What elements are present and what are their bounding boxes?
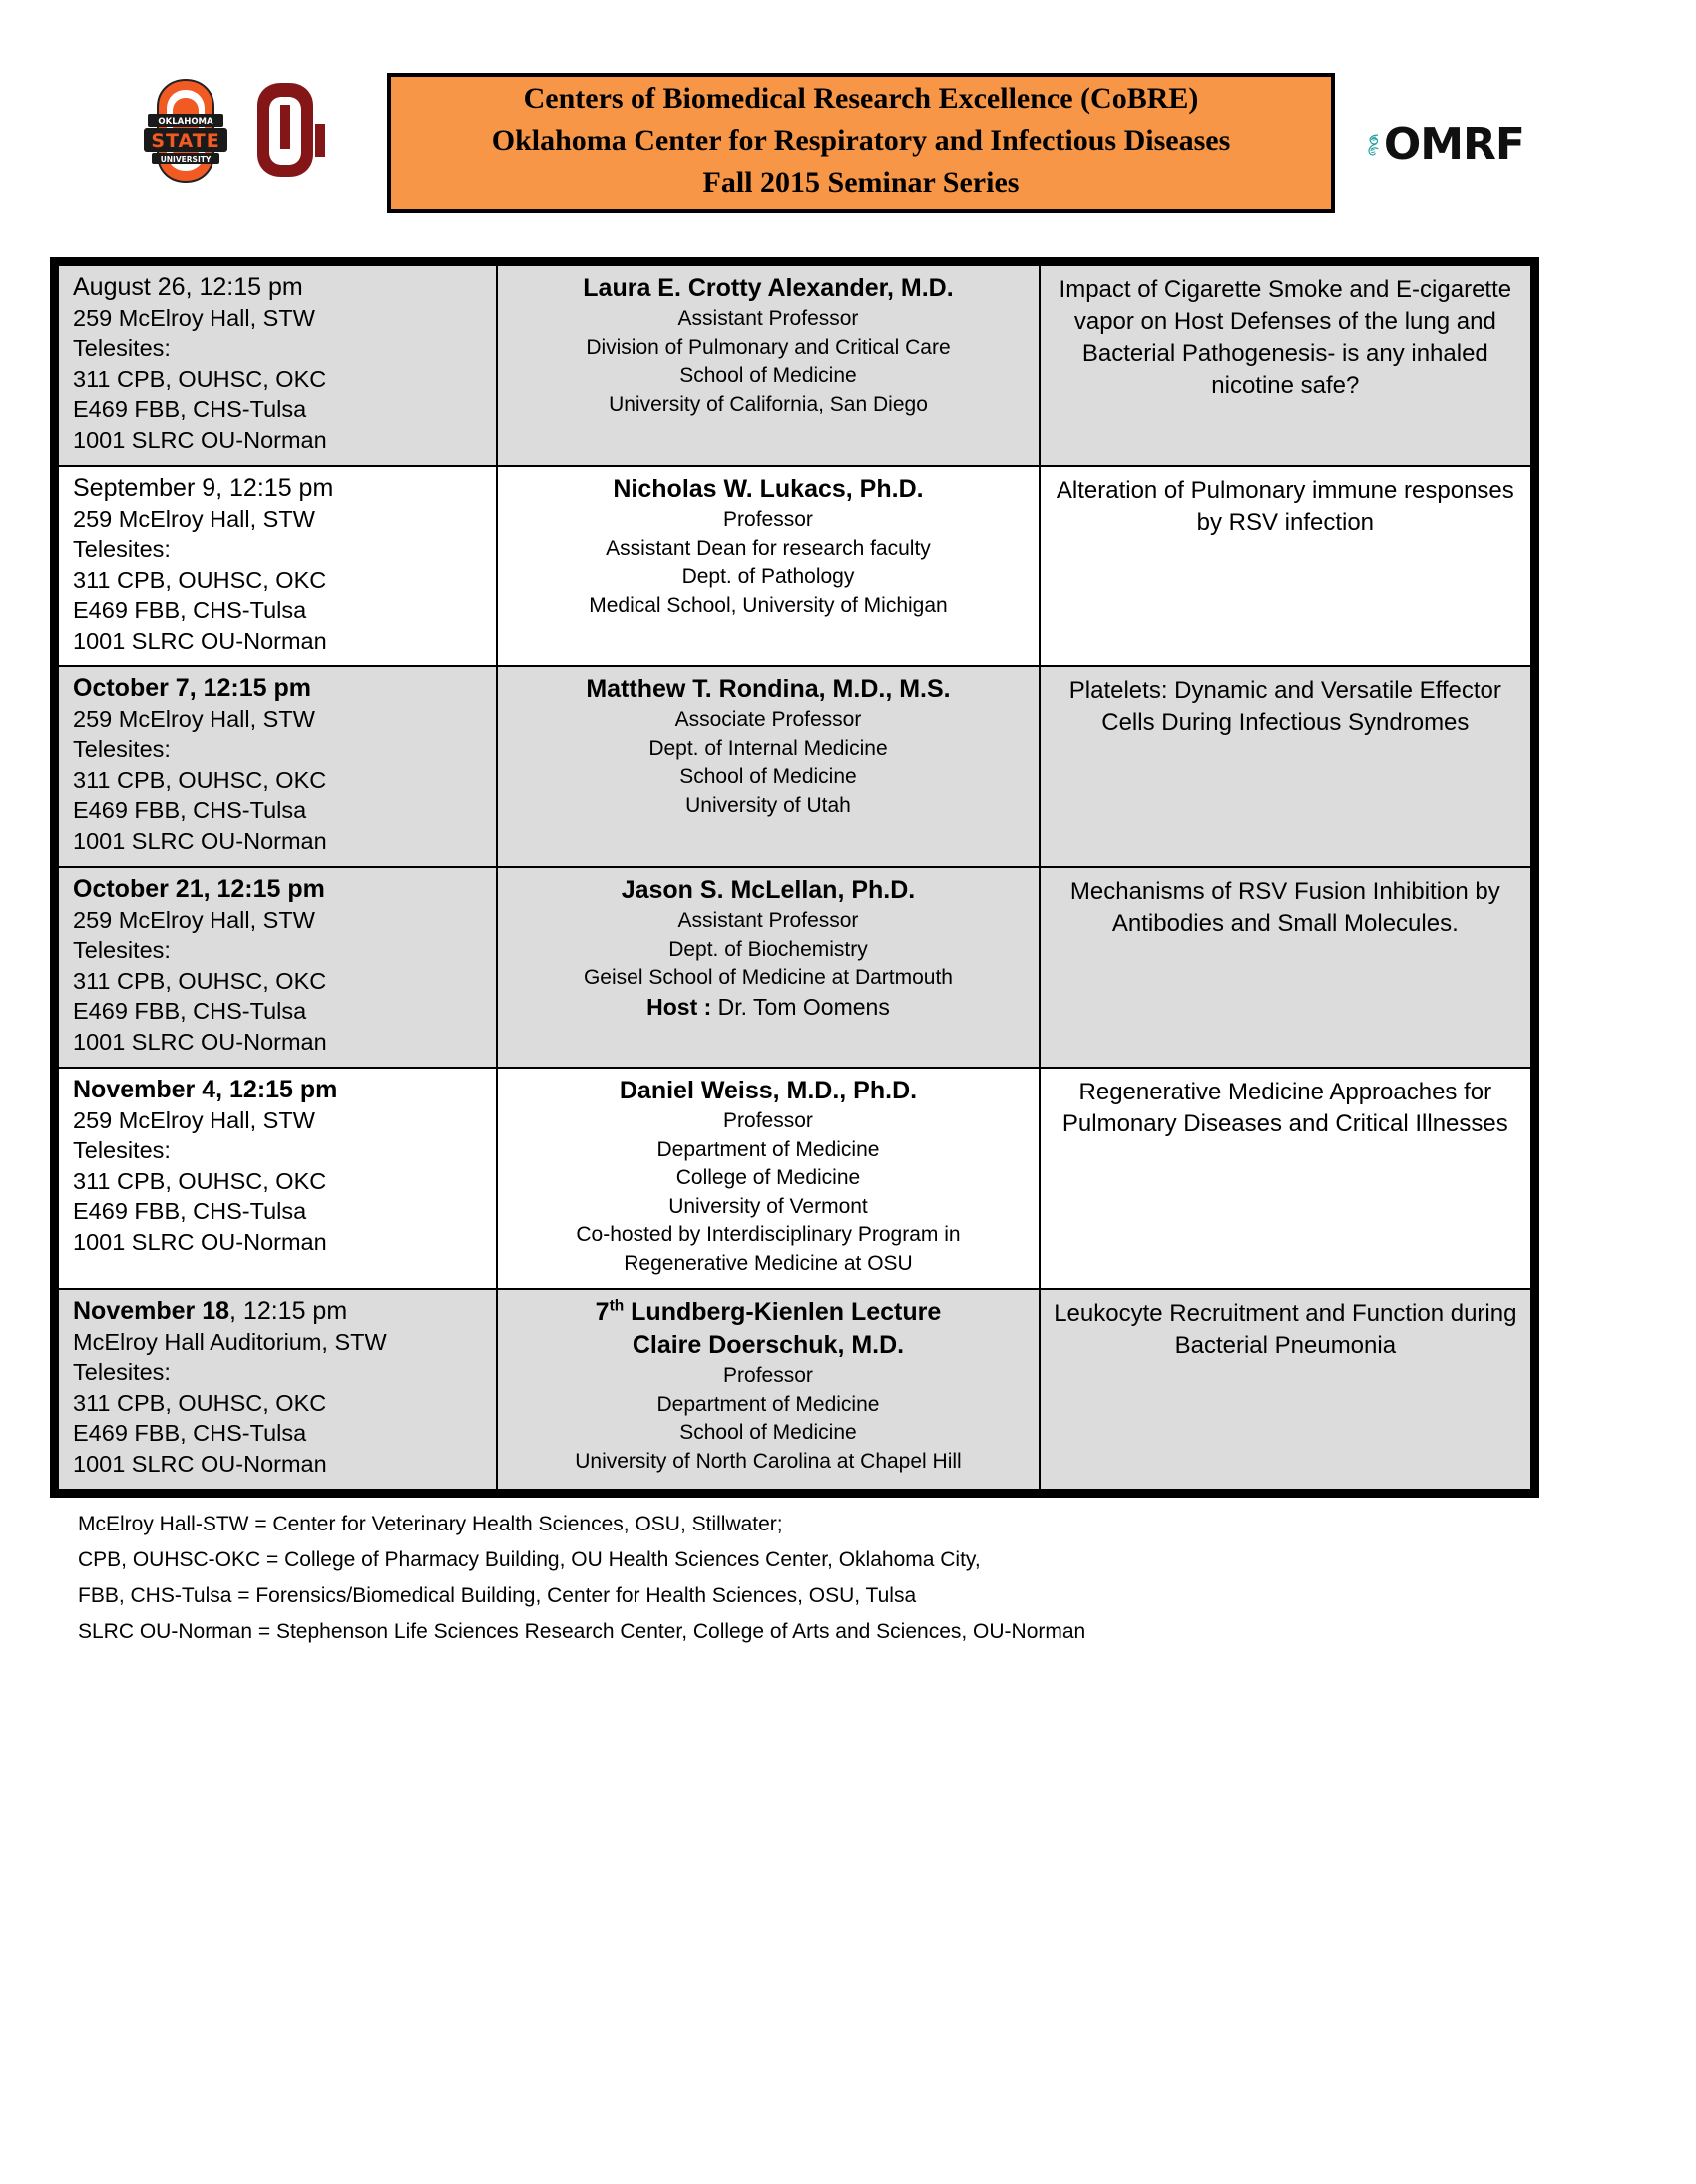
omrf-wordmark: OMRF <box>1383 119 1524 170</box>
banner-line-2: Oklahoma Center for Respiratory and Infectious Diseases <box>491 124 1231 157</box>
seminar-location-line: Telesites: <box>73 536 171 562</box>
seminar-title-cell: Regenerative Medicine Approaches for Pulmonary Diseases and Critical Illnesses <box>1040 1068 1531 1289</box>
speaker-affiliation-line: Assistant Professor <box>677 307 859 330</box>
seminar-date-location-cell <box>58 466 497 666</box>
speaker-affiliation-line: School of Medicine <box>679 364 857 387</box>
table-row <box>58 867 1531 1068</box>
speaker-affiliation-line: University of North Carolina at Chapel Hill <box>575 1449 962 1473</box>
host-label: Host : <box>646 993 712 1020</box>
seminar-location-line: Telesites: <box>73 335 171 361</box>
speaker-affiliation-line: Professor <box>723 1109 813 1132</box>
speaker-name: Jason S. McLellan, Ph.D. <box>621 876 916 904</box>
speaker-affiliation-line: Assistant Professor <box>677 909 859 932</box>
speaker-affiliation-line: Assistant Dean for research faculty <box>606 536 931 560</box>
seminar-datetime: September 9, 12:15 pm <box>73 474 334 502</box>
oklahoma-state-university-logo <box>140 78 231 186</box>
location-key-footnotes <box>78 1507 1475 1650</box>
speaker-affiliation-line: Dept. of Biochemistry <box>668 937 868 961</box>
speaker-affiliation-line: College of Medicine <box>675 1166 861 1189</box>
banner-line-1: Centers of Biomedical Research Excellence (CoBRE) <box>523 82 1199 115</box>
dna-helix-icon <box>1365 112 1382 178</box>
seminar-location-line: E469 FBB, CHS-Tulsa <box>73 797 307 823</box>
table-row <box>58 466 1531 666</box>
speaker-name: Claire Doerschuk, M.D. <box>632 1331 905 1359</box>
seminar-date-location-cell <box>58 1068 497 1289</box>
speaker-cell <box>497 867 1039 1068</box>
seminar-schedule-table <box>57 264 1532 1491</box>
seminar-location-line: Telesites: <box>73 736 171 762</box>
speaker-name: Matthew T. Rondina, M.D., M.S. <box>586 675 951 703</box>
seminar-location-line: 259 McElroy Hall, STW <box>73 906 315 933</box>
seminar-location-line: 311 CPB, OUHSC, OKC <box>73 967 327 994</box>
seminar-datetime: November 4, 12:15 pm <box>73 1076 338 1103</box>
seminar-location-line: 1001 SLRC OU-Norman <box>73 627 327 654</box>
speaker-affiliation-line: Regenerative Medicine at OSU <box>624 1251 913 1275</box>
seminar-location-line: E469 FBB, CHS-Tulsa <box>73 1420 307 1446</box>
table-row <box>58 265 1531 466</box>
seminar-title-cell: Leukocyte Recruitment and Function during Bacterial Pneumonia <box>1040 1289 1531 1490</box>
speaker-affiliation-line: Department of Medicine <box>656 1137 880 1161</box>
speaker-affiliation-line: School of Medicine <box>679 1421 857 1444</box>
speaker-name: Daniel Weiss, M.D., Ph.D. <box>619 1077 918 1104</box>
seminar-location-line: 259 McElroy Hall, STW <box>73 1106 315 1133</box>
seminar-location-line: 1001 SLRC OU-Norman <box>73 426 327 453</box>
speaker-cell <box>497 265 1039 466</box>
speaker-affiliation-line: Dept. of Pathology <box>681 565 855 588</box>
svg-text:OKLAHOMA: OKLAHOMA <box>158 117 213 127</box>
university-of-oklahoma-logo <box>249 78 327 186</box>
seminar-date-location-cell <box>58 265 497 466</box>
footnote-line: CPB, OUHSC-OKC = College of Pharmacy Building, OU Health Sciences Center, Oklahoma City, <box>78 1548 981 1571</box>
seminar-location-line: Telesites: <box>73 937 171 963</box>
seminar-date-location-cell <box>58 666 497 867</box>
seminar-datetime: October 7, 12:15 pm <box>73 674 311 702</box>
speaker-affiliation-line: Dept. of Internal Medicine <box>648 736 888 760</box>
speaker-affiliation-line: Co-hosted by Interdisciplinary Program in <box>576 1223 961 1246</box>
speaker-affiliation-line: Medical School, University of Michigan <box>589 593 948 617</box>
speaker-name: Laura E. Crotty Alexander, M.D. <box>583 274 954 302</box>
date-bold-part: November 18 <box>73 1297 230 1325</box>
seminar-location-line: Telesites: <box>73 1137 171 1163</box>
seminar-date-location-cell <box>58 867 497 1068</box>
seminar-location-line: McElroy Hall Auditorium, STW <box>73 1328 387 1355</box>
speaker-cell <box>497 466 1039 666</box>
speaker-affiliation-line: Geisel School of Medicine at Dartmouth <box>583 966 953 989</box>
seminar-location-line: 259 McElroy Hall, STW <box>73 505 315 532</box>
seminar-title-cell: Platelets: Dynamic and Versatile Effector Cells During Infectious Syndromes <box>1040 666 1531 867</box>
table-row <box>58 1289 1531 1490</box>
seminar-datetime: October 21, 12:15 pm <box>73 875 325 903</box>
speaker-affiliation-line: Professor <box>723 508 813 531</box>
footnote-line: FBB, CHS-Tulsa = Forensics/Biomedical Building, Center for Health Sciences, OSU, Tulsa <box>78 1584 917 1607</box>
seminar-datetime: August 26, 12:15 pm <box>73 273 303 301</box>
svg-text:STATE: STATE <box>151 130 220 152</box>
seminar-title-cell: Impact of Cigarette Smoke and E-cigarette vapor on Host Defenses of the lung and Bacterial Pathogenesis- is any inhaled nicotine safe? <box>1040 265 1531 466</box>
svg-text:UNIVERSITY: UNIVERSITY <box>160 155 212 164</box>
seminar-date-location-cell <box>58 1289 497 1490</box>
seminar-location-line: 311 CPB, OUHSC, OKC <box>73 766 327 793</box>
speaker-affiliation-line: University of Vermont <box>668 1194 868 1218</box>
speaker-cell <box>497 1289 1039 1490</box>
speaker-affiliation-line: School of Medicine <box>679 765 857 788</box>
seminar-location-line: 1001 SLRC OU-Norman <box>73 827 327 854</box>
seminar-location-line: 311 CPB, OUHSC, OKC <box>73 365 327 392</box>
speaker-affiliation-line: Associate Professor <box>674 708 862 731</box>
seminar-location-line: E469 FBB, CHS-Tulsa <box>73 998 307 1024</box>
seminar-location-line: 311 CPB, OUHSC, OKC <box>73 566 327 593</box>
footnote-line: McElroy Hall-STW = Center for Veterinary Health Sciences, OSU, Stillwater; <box>78 1513 783 1535</box>
table-row <box>58 666 1531 867</box>
omrf-logo <box>1365 112 1524 188</box>
seminar-location-line: 311 CPB, OUHSC, OKC <box>73 1389 327 1416</box>
speaker-affiliation-line: Division of Pulmonary and Critical Care <box>586 335 951 359</box>
speaker-name: Nicholas W. Lukacs, Ph.D. <box>613 475 924 503</box>
speaker-affiliation-line: University of California, San Diego <box>609 392 928 416</box>
seminar-location-line: E469 FBB, CHS-Tulsa <box>73 1198 307 1224</box>
page-header <box>0 0 1696 244</box>
seminar-location-line: 1001 SLRC OU-Norman <box>73 1228 327 1255</box>
seminar-location-line: 1001 SLRC OU-Norman <box>73 1450 327 1477</box>
speaker-cell <box>497 1068 1039 1289</box>
seminar-location-line: E469 FBB, CHS-Tulsa <box>73 396 307 422</box>
seminar-title-cell: Alteration of Pulmonary immune responses by RSV infection <box>1040 466 1531 666</box>
seminar-location-line: Telesites: <box>73 1359 171 1385</box>
seminar-host: Host : Dr. Tom Oomens <box>646 993 890 1020</box>
seminar-title-cell: Mechanisms of RSV Fusion Inhibition by Antibodies and Small Molecules. <box>1040 867 1531 1068</box>
banner-line-3: Fall 2015 Seminar Series <box>702 166 1020 199</box>
seminar-location-line: E469 FBB, CHS-Tulsa <box>73 597 307 623</box>
named-lecture-title: 7th Lundberg-Kienlen Lecture <box>595 1297 942 1326</box>
university-logos-group <box>140 78 327 186</box>
speaker-affiliation-line: University of Utah <box>685 793 851 817</box>
speaker-cell <box>497 666 1039 867</box>
ordinal-suffix: th <box>609 1297 625 1315</box>
seminar-datetime: November 18, 12:15 pm <box>73 1297 348 1325</box>
speaker-affiliation-line: Professor <box>723 1364 813 1387</box>
seminar-location-line: 259 McElroy Hall, STW <box>73 304 315 331</box>
seminar-location-line: 311 CPB, OUHSC, OKC <box>73 1167 327 1194</box>
seminar-location-line: 259 McElroy Hall, STW <box>73 705 315 732</box>
speaker-affiliation-line: Department of Medicine <box>656 1392 880 1416</box>
seminar-location-line: 1001 SLRC OU-Norman <box>73 1028 327 1055</box>
seminar-schedule-table-container <box>50 257 1539 1498</box>
footnote-line: SLRC OU-Norman = Stephenson Life Sciences Research Center, College of Arts and Sciences, OU-Norman <box>78 1620 1086 1643</box>
table-row <box>58 1068 1531 1289</box>
title-banner <box>387 73 1335 213</box>
